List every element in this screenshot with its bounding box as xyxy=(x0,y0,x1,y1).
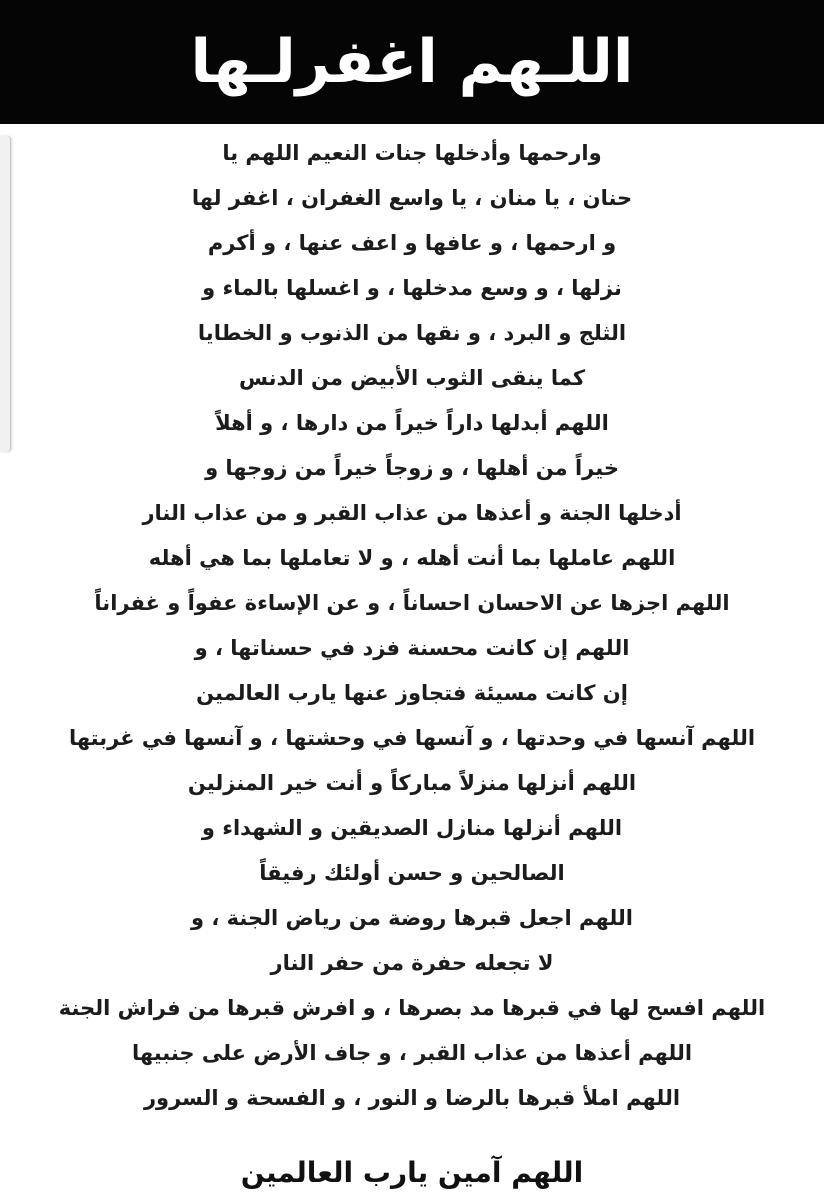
prayer-line: و ارحمها ، و عافها و اعف عنها ، و أكرم xyxy=(207,230,617,255)
side-panel-handle[interactable] xyxy=(0,136,11,452)
prayer-line: إن كانت مسيئة فتجاوز عنها يارب العالمين xyxy=(196,680,628,705)
prayer-line: اللهم أعذها من عذاب القبر ، و جاف الأرض على جنبيها xyxy=(131,1040,693,1065)
prayer-line: الثلج و البرد ، و نقها من الذنوب و الخطايا xyxy=(197,320,627,345)
prayer-line: حنان ، يا منان ، يا واسع الغفران ، اغفر لها xyxy=(191,185,633,210)
closing-line: اللهم آمين يارب العالمين xyxy=(240,1155,584,1189)
prayer-line: اللهم أنزلها منازل الصديقين و الشهداء و xyxy=(201,815,623,840)
prayer-line: اللهم أنزلها منزلاً مباركاً و أنت خير المنزلين xyxy=(187,770,637,795)
prayer-line: اللهم آنسها في وحدتها ، و آنسها في وحشتها ، و آنسها في غربتها xyxy=(68,725,756,750)
prayer-line: خيراً من أهلها ، و زوجاً خيراً من زوجها و xyxy=(205,455,619,480)
prayer-line: كما ينقى الثوب الأبيض من الدنس xyxy=(238,365,586,390)
prayer-line: الصالحين و حسن أولئك رفيقاً xyxy=(259,860,565,885)
prayer-line: اللهم عاملها بما أنت أهله ، و لا تعاملها بما هي أهله xyxy=(148,545,676,570)
prayer-line: اللهم إن كانت محسنة فزد في حسناتها ، و xyxy=(194,635,630,660)
prayer-line: اللهم افسح لها في قبرها مد بصرها ، و افرش قبرها من فراش الجنة xyxy=(58,995,766,1020)
prayer-line: اللهم اجزها عن الاحسان احساناً ، و عن الإساءة عفواً و غفراناً xyxy=(94,590,730,615)
prayer-line: نزلها ، و وسع مدخلها ، و اغسلها بالماء و xyxy=(202,275,622,300)
prayer-line: اللهم املأ قبرها بالرضا و النور ، و الفسحة و السرور xyxy=(143,1085,681,1110)
prayer-line: أدخلها الجنة و أعذها من عذاب القبر و من عذاب النار xyxy=(142,500,682,525)
prayer-line: لا تجعله حفرة من حفر النار xyxy=(270,950,554,975)
page-title: اللـهم اغفرلـها xyxy=(190,27,634,97)
prayer-line: اللهم أبدلها داراً خيراً من دارها ، و أهلاً xyxy=(215,410,609,435)
prayer-line: اللهم اجعل قبرها روضة من رياض الجنة ، و xyxy=(191,905,633,930)
prayer-line: وارحمها وأدخلها جنات النعيم اللهم يا xyxy=(222,140,602,165)
title-banner xyxy=(0,0,824,124)
prayer-text xyxy=(20,130,804,1120)
